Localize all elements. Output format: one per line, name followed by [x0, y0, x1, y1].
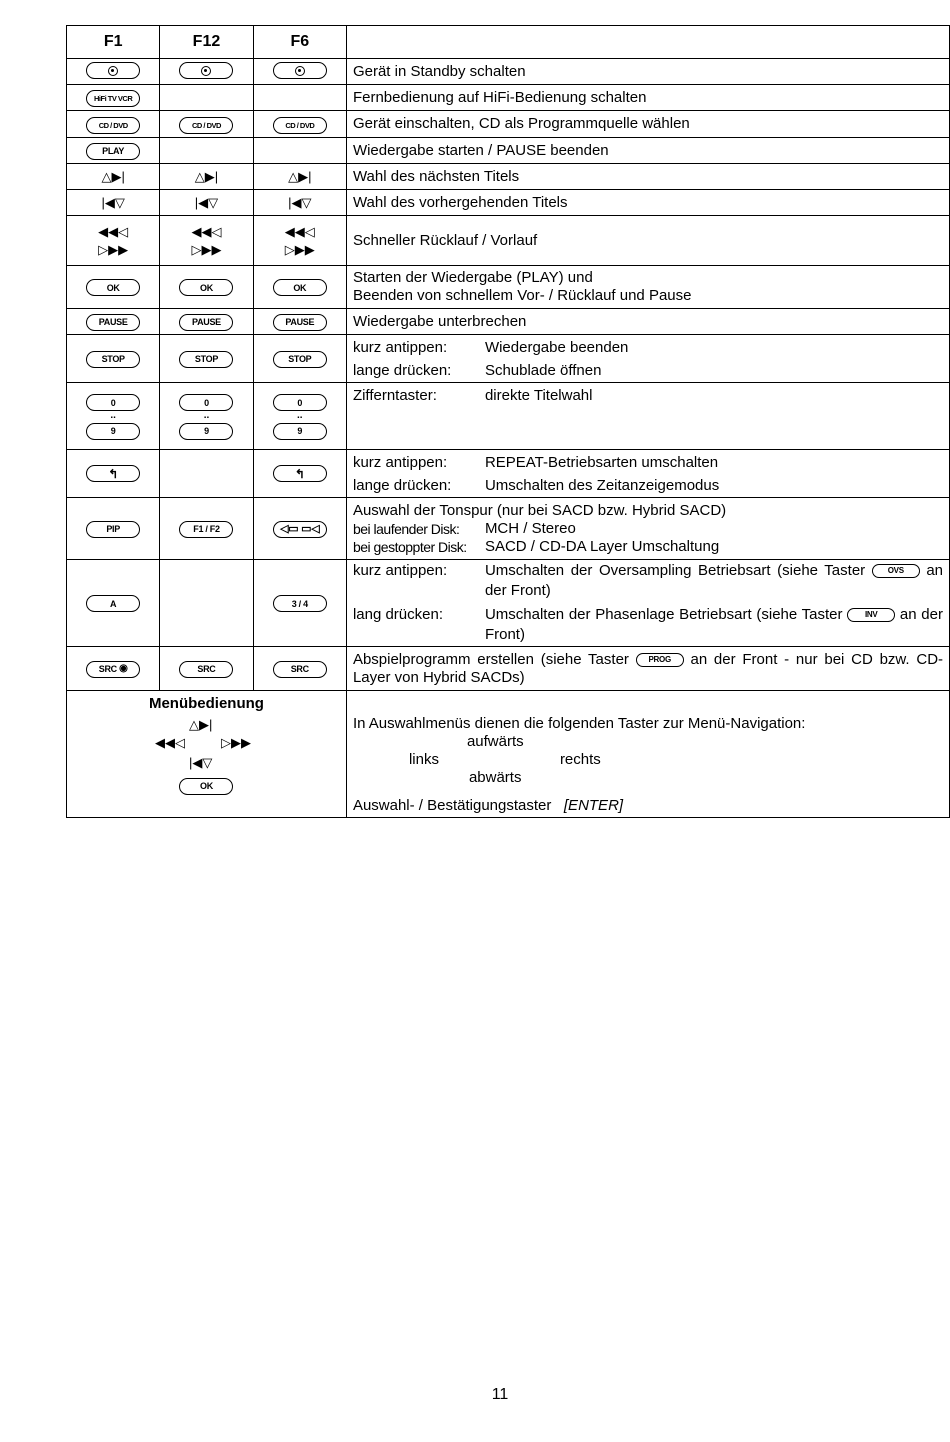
nav-cross [67, 712, 346, 776]
key-value: Wiedergabe beenden [484, 338, 629, 356]
row-standby [67, 59, 950, 85]
src-button: SRC [273, 661, 327, 678]
src-button: SRC [179, 661, 233, 678]
repeat-button [273, 465, 327, 482]
menu-intro: In Auswahlmenüs dienen die folgenden Taster zur Menü-Navigation: [352, 715, 806, 732]
header-row [67, 26, 950, 59]
desc-line: Auswahl der Tonspur (nur bei SACD bzw. Hybrid SACD) [352, 501, 727, 519]
cd-dvd-button: CD / DVD [179, 117, 233, 134]
rewind-icon: ◀◀◁ [191, 223, 222, 239]
row-cddvd [67, 111, 950, 138]
row-prev [67, 190, 950, 216]
row-desc: Schneller Rücklauf / Vorlauf [346, 216, 949, 266]
row-desc [346, 647, 949, 691]
row-desc: Wahl des vorhergehenden Titels [346, 190, 949, 216]
key-value: SACD / CD-DA Layer Umschaltung [484, 537, 720, 555]
skip-prev-icon: |◀▽ [101, 194, 125, 210]
power-icon [201, 66, 211, 76]
repeat-icon: ↰ [294, 466, 305, 481]
menu-ok-button: OK [179, 778, 233, 795]
row-oversampling [67, 560, 950, 647]
pause-button: PAUSE [273, 314, 327, 331]
ellipsis: .. [110, 410, 116, 421]
digit-9-button: 9 [86, 423, 140, 440]
ellipsis: .. [203, 410, 210, 421]
key-value: Umschalten des Zeitanzeigemodus [484, 476, 720, 494]
nav-left-icon: ◀◀◁ [155, 735, 185, 750]
skip-prev-icon: |◀▽ [194, 194, 219, 210]
menu-left: links [408, 751, 439, 768]
key-label: lange drücken: [352, 361, 452, 379]
row-desc [346, 691, 949, 818]
row-desc [346, 383, 949, 450]
row-menu [67, 691, 950, 818]
row-desc: Fernbedienung auf HiFi-Bedienung schalten [346, 85, 949, 111]
src-button [86, 661, 140, 678]
power-icon [295, 66, 305, 76]
digit-0-button: 0 [179, 394, 233, 411]
key-value: Umschalten der Oversampling Betriebsart (siehe Taster [484, 562, 866, 579]
menu-enter: [ENTER] [563, 797, 624, 814]
key-value: REPEAT-Betriebsarten umschalten [484, 453, 719, 471]
key-label: kurz antippen: [352, 338, 448, 356]
key-label: kurz antippen: [352, 562, 448, 579]
standby-button [179, 62, 233, 79]
eye-icon: ◉ [119, 663, 128, 675]
standby-button [86, 62, 140, 79]
digit-9-button: 9 [179, 423, 233, 440]
key-value: MCH / Stereo [484, 519, 576, 537]
repeat-button [86, 465, 140, 482]
skip-prev-icon: |◀▽ [288, 194, 312, 210]
nav-up-icon: △▶| [189, 717, 213, 732]
repeat-icon: ↰ [108, 466, 119, 481]
row-desc: Gerät in Standby schalten [346, 59, 949, 85]
ok-button: OK [179, 279, 233, 296]
col-f12: F12 [160, 26, 253, 59]
skip-next-icon: △▶| [194, 168, 219, 184]
ovs-button: OVS [872, 564, 920, 578]
row-repeat [67, 450, 950, 498]
fast-forward-icon: ▷▶▶ [98, 241, 129, 257]
nav-right-icon: ▷▶▶ [221, 735, 251, 750]
menu-confirm: Auswahl- / Bestätigungstaster [352, 797, 552, 814]
key-label: kurz antippen: [352, 453, 448, 471]
skip-next-icon: △▶| [288, 168, 312, 184]
row-hifi [67, 85, 950, 111]
menu-icons-cell [67, 691, 347, 818]
row-desc: Wahl des nächsten Titels [346, 164, 949, 190]
key-label: lang drücken: [352, 606, 443, 623]
pip-button: PIP [86, 521, 140, 538]
row-play [67, 138, 950, 164]
col-desc [346, 26, 949, 59]
audio-button [273, 521, 327, 538]
menu-down: abwärts [468, 769, 522, 786]
menu-title: Menübedienung [148, 695, 264, 712]
digit-9-button: 9 [273, 423, 327, 440]
key-value: an der Front) [484, 606, 943, 643]
skip-next-icon: △▶| [101, 168, 125, 184]
inv-button: INV [847, 608, 895, 622]
key-label: Zifferntaster: [352, 387, 437, 404]
speaker-camera-icon: ◁▭ ▭◁ [280, 523, 320, 536]
pause-button: PAUSE [86, 314, 140, 331]
prog-button: PROG [636, 653, 684, 667]
col-f6: F6 [253, 26, 346, 59]
row-next [67, 164, 950, 190]
rewind-icon: ◀◀◁ [98, 223, 129, 239]
key-value: Schublade öffnen [484, 361, 602, 379]
cd-dvd-button: CD / DVD [273, 117, 327, 134]
src-label: SRC [98, 664, 117, 675]
desc-line: Beenden von schnellem Vor- / Rücklauf und Pause [352, 287, 692, 304]
row-src [67, 647, 950, 691]
cd-dvd-button: CD / DVD [86, 117, 140, 134]
row-desc [346, 498, 949, 560]
rewind-icon: ◀◀◁ [284, 223, 315, 239]
key-value: direkte Titelwahl [484, 387, 593, 404]
desc-line: Starten der Wiedergabe (PLAY) und [352, 269, 593, 286]
ellipsis: .. [297, 410, 303, 421]
three-four-button: 3 / 4 [273, 595, 327, 612]
power-icon [108, 66, 118, 76]
remote-key-table [66, 25, 950, 818]
key-value: an der Front) [484, 562, 944, 599]
row-desc [346, 266, 949, 309]
a-button: A [86, 595, 140, 612]
col-f1: F1 [67, 26, 160, 59]
row-desc: Wiedergabe starten / PAUSE beenden [346, 138, 949, 164]
row-stop [67, 335, 950, 383]
digit-0-button: 0 [273, 394, 327, 411]
row-scan [67, 216, 950, 266]
key-value: Umschalten der Phasenlage Betriebsart (siehe Taster [484, 606, 843, 623]
play-button: PLAY [86, 143, 140, 160]
page-number: 11 [491, 1386, 509, 1403]
ok-button: OK [273, 279, 327, 296]
stop-button: STOP [86, 351, 140, 368]
f1-f2-button: F1 / F2 [179, 521, 233, 538]
row-audio [67, 498, 950, 560]
row-pause [67, 309, 950, 335]
digit-0-button: 0 [86, 394, 140, 411]
row-ok [67, 266, 950, 309]
row-desc [346, 560, 949, 647]
menu-up: aufwärts [466, 733, 524, 750]
ok-button: OK [86, 279, 140, 296]
row-desc: Wiedergabe unterbrechen [346, 309, 949, 335]
stop-button: STOP [273, 351, 327, 368]
row-desc [346, 335, 949, 383]
fast-forward-icon: ▷▶▶ [191, 241, 222, 257]
desc-text: an der Front - nur bei CD bzw. CD-Layer von Hybrid SACDs) [352, 650, 944, 686]
row-desc [346, 450, 949, 498]
row-digits [67, 383, 950, 450]
standby-button [273, 62, 327, 79]
nav-down-icon: |◀▽ [189, 755, 213, 770]
menu-right: rechts [559, 751, 601, 768]
hifi-tv-vcr-button: HiFi TV VCR [86, 90, 140, 107]
stop-button: STOP [179, 351, 233, 368]
desc-text: Abspielprogramm erstellen (siehe Taster [352, 650, 629, 668]
key-label: bei gestoppter Disk: [352, 538, 467, 555]
fast-forward-icon: ▷▶▶ [284, 241, 315, 257]
pause-button: PAUSE [179, 314, 233, 331]
key-label: bei laufender Disk: [352, 520, 460, 537]
row-desc: Gerät einschalten, CD als Programmquelle wählen [346, 111, 949, 138]
key-label: lange drücken: [352, 476, 452, 494]
